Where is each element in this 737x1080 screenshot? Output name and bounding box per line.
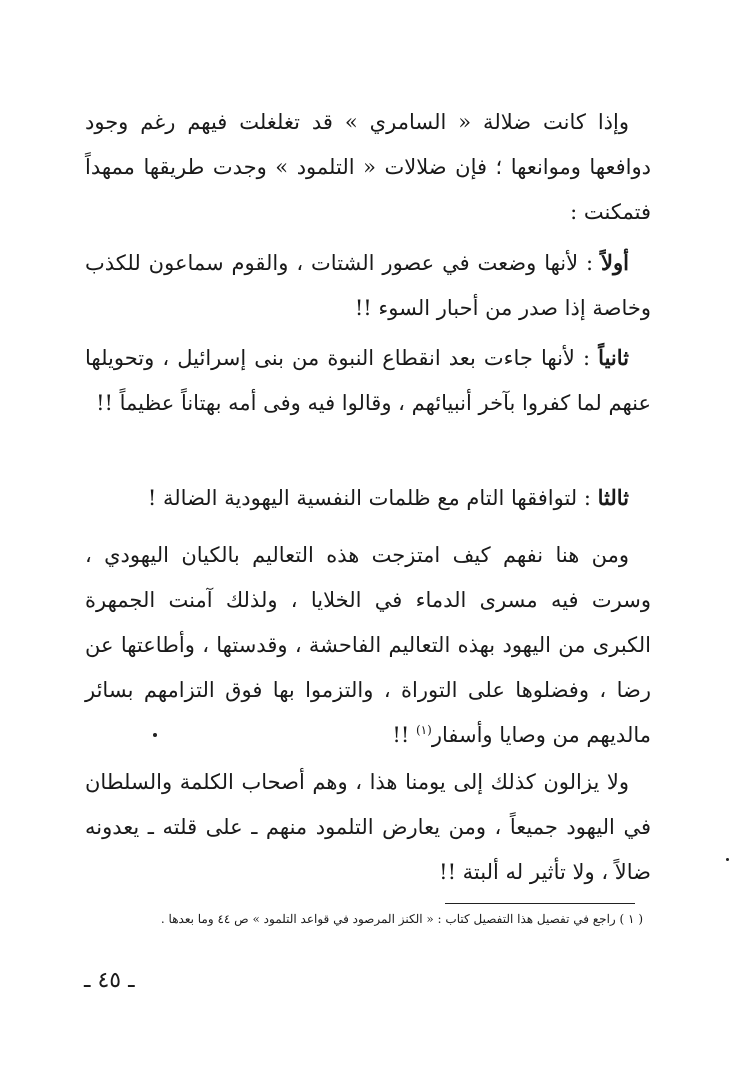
paragraph-tail: !! bbox=[392, 723, 416, 747]
paragraph-text: وإذا كانت ضلالة « السامري » قد تغلغلت فيهم رغم وجود دوافعها وموانعها ؛ فإن ضلالات « التلمود » وجدت طريقها ممهداً فتمكنت : bbox=[85, 110, 651, 224]
paragraph-4 bbox=[85, 475, 651, 521]
paragraph-3 bbox=[85, 335, 651, 426]
footnote-divider bbox=[445, 903, 635, 904]
paragraph-text: : لتوافقها التام مع ظلمات النفسية اليهودية الضالة ! bbox=[147, 486, 598, 510]
paragraph-text: : لأنها وضعت في عصور الشتات ، والقوم سماعون للكذب وخاصة إذا صدر من أحبار السوء !! bbox=[85, 251, 651, 320]
paragraph-text: ولا يزالون كذلك إلى يومنا هذا ، وهم أصحاب الكلمة والسلطان في اليهود جميعاً ، ومن يعارض التلمود منهم ـ على قلته ـ يعدونه ضالاً ، ولا تأثير له ألبتة !! bbox=[85, 770, 651, 884]
page-number: ـ ٤٥ ـ bbox=[84, 968, 135, 993]
paragraph-lead: ثالثا bbox=[597, 485, 629, 510]
paragraph-5 bbox=[85, 533, 651, 758]
paragraph-6 bbox=[85, 760, 651, 895]
footnote: ( ١ ) راجع في تفصيل هذا التفصيل كتاب : « الكنز المرصود في قواعد التلمود » ص ٤٤ وما بعدها . bbox=[160, 912, 643, 926]
paragraph-text: : لأنها جاءت بعد انقطاع النبوة من بنى إسرائيل ، وتحويلها عنهم لما كفروا بآخر أنبيائهم ، وقالوا فيه وفى أمه بهتاناً عظيماً !! bbox=[85, 346, 651, 415]
paragraph-1 bbox=[85, 100, 651, 235]
paragraph-text: ومن هنا نفهم كيف امتزجت هذه التعاليم بالكيان اليهودي ، وسرت فيه مسرى الدماء في الخلايا ، ولذلك آمنت الجمهرة الكبرى من اليهود بهذه التعاليم الفاحشة ، وقدستها ، وأطاعتها عن رضا ، وفضلوها على التوراة ، والتزموا بها فوق التزامهم بسائر مالديهم من وصايا وأسفار bbox=[85, 543, 651, 747]
speck-mark bbox=[726, 858, 729, 861]
footnote-ref[interactable]: (١) bbox=[415, 723, 432, 737]
paragraph-2 bbox=[85, 240, 651, 331]
paragraph-lead: ثانياً bbox=[598, 345, 629, 370]
speck-mark bbox=[153, 733, 157, 737]
paragraph-lead: أولاً bbox=[601, 250, 629, 275]
